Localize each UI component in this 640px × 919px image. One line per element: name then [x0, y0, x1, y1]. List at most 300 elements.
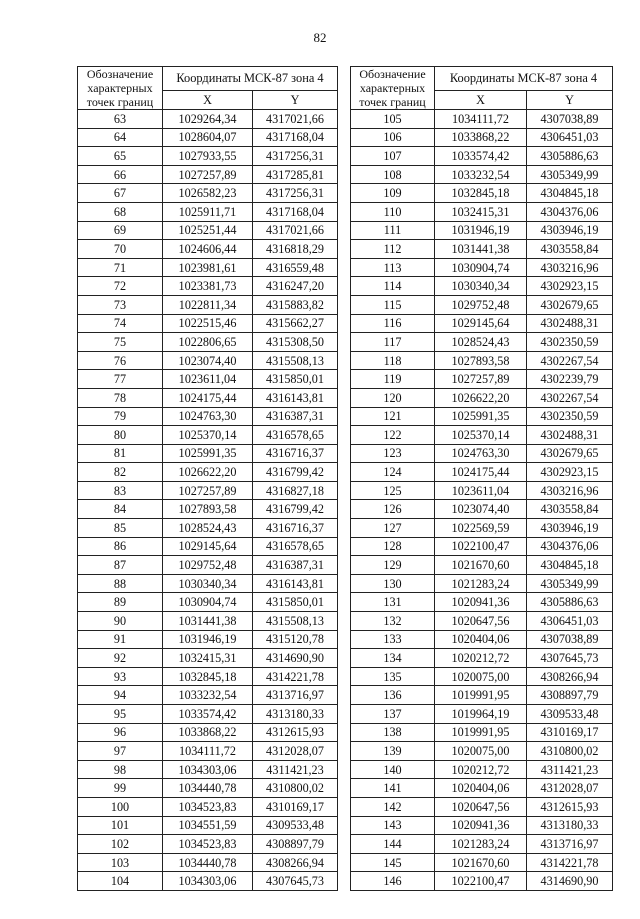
table-row — [351, 835, 613, 854]
x-coordinate-cell: 1020647,56 — [435, 612, 527, 631]
x-coordinate-cell: 1034523,83 — [163, 835, 253, 854]
table-row — [351, 705, 613, 724]
y-coordinate-cell: 4313180,33 — [527, 816, 613, 835]
point-number-cell: 64 — [78, 128, 163, 147]
point-number-cell: 94 — [78, 686, 163, 705]
y-coordinate-cell: 4310800,02 — [527, 742, 613, 761]
point-number-cell: 97 — [78, 742, 163, 761]
point-number-cell: 85 — [78, 519, 163, 538]
table-row — [351, 649, 613, 668]
designation-header-line-3: точек границ — [86, 95, 154, 109]
point-number-cell: 87 — [78, 556, 163, 575]
table-row — [351, 481, 613, 500]
x-coordinate-cell: 1021283,24 — [435, 835, 527, 854]
table-row — [78, 147, 338, 166]
table-row — [351, 797, 613, 816]
table-row — [351, 500, 613, 519]
y-coordinate-cell: 4315662,27 — [253, 314, 338, 333]
x-coordinate-cell: 1022100,47 — [435, 872, 527, 891]
y-coordinate-cell: 4307645,73 — [527, 649, 613, 668]
y-coordinate-cell: 4312028,07 — [253, 742, 338, 761]
point-number-cell: 131 — [351, 593, 435, 612]
table-row — [78, 277, 338, 296]
coord-system-header: Координаты МСК-87 зона 4 — [163, 67, 338, 91]
y-coordinate-cell: 4316799,42 — [253, 463, 338, 482]
page-number: 82 — [313, 30, 327, 45]
y-coordinate-cell: 4316716,37 — [253, 444, 338, 463]
point-number-cell: 86 — [78, 537, 163, 556]
y-coordinate-cell: 4303946,19 — [527, 221, 613, 240]
x-coordinate-cell: 1026622,20 — [435, 388, 527, 407]
y-coordinate-cell: 4312615,93 — [527, 797, 613, 816]
point-number-cell: 118 — [351, 351, 435, 370]
coordinates-table-left — [77, 66, 338, 891]
table-row — [351, 872, 613, 891]
table-row — [351, 723, 613, 742]
table-row — [78, 667, 338, 686]
x-coordinate-cell: 1025991,35 — [435, 407, 527, 426]
table-row — [351, 444, 613, 463]
designation-header — [351, 67, 435, 110]
point-number-cell: 90 — [78, 612, 163, 631]
x-coordinate-cell: 1021670,60 — [435, 556, 527, 575]
y-coordinate-cell: 4317168,04 — [253, 128, 338, 147]
table-row — [78, 426, 338, 445]
x-coordinate-cell: 1021283,24 — [435, 574, 527, 593]
x-coordinate-cell: 1024175,44 — [435, 463, 527, 482]
table-row — [351, 853, 613, 872]
x-coordinate-cell: 1029752,48 — [435, 295, 527, 314]
point-number-cell: 69 — [78, 221, 163, 240]
x-coordinate-cell: 1033868,22 — [163, 723, 253, 742]
y-coordinate-cell: 4312028,07 — [527, 779, 613, 798]
y-coordinate-cell: 4314221,78 — [253, 667, 338, 686]
point-number-cell: 67 — [78, 184, 163, 203]
point-number-cell: 104 — [78, 872, 163, 891]
table-row — [78, 537, 338, 556]
point-number-cell: 146 — [351, 872, 435, 891]
table-row — [78, 110, 338, 129]
y-coordinate-cell: 4302679,65 — [527, 295, 613, 314]
y-coordinate-cell: 4305886,63 — [527, 147, 613, 166]
table-row — [78, 612, 338, 631]
point-number-cell: 100 — [78, 797, 163, 816]
y-coordinate-cell: 4302923,15 — [527, 463, 613, 482]
coordinates-table-right — [350, 66, 613, 891]
table-row — [351, 240, 613, 259]
table-row — [78, 779, 338, 798]
point-number-cell: 74 — [78, 314, 163, 333]
x-coordinate-cell: 1020404,06 — [435, 630, 527, 649]
point-number-cell: 89 — [78, 593, 163, 612]
y-coordinate-cell: 4309533,48 — [253, 816, 338, 835]
y-coordinate-cell: 4306451,03 — [527, 128, 613, 147]
x-coordinate-cell: 1019991,95 — [435, 723, 527, 742]
table-row — [78, 742, 338, 761]
x-coordinate-cell: 1022806,65 — [163, 333, 253, 352]
table-row — [78, 481, 338, 500]
point-number-cell: 93 — [78, 667, 163, 686]
x-coordinate-cell: 1022515,46 — [163, 314, 253, 333]
point-number-cell: 116 — [351, 314, 435, 333]
y-coordinate-cell: 4317021,66 — [253, 110, 338, 129]
table-row — [351, 351, 613, 370]
x-coordinate-cell: 1033868,22 — [435, 128, 527, 147]
x-header: X — [435, 91, 527, 110]
y-coordinate-cell: 4303216,96 — [527, 481, 613, 500]
x-coordinate-cell: 1032415,31 — [163, 649, 253, 668]
y-coordinate-cell: 4304376,06 — [527, 537, 613, 556]
point-number-cell: 65 — [78, 147, 163, 166]
table-row — [78, 630, 338, 649]
point-number-cell: 111 — [351, 221, 435, 240]
table-row — [351, 110, 613, 129]
point-number-cell: 80 — [78, 426, 163, 445]
table-row — [78, 649, 338, 668]
x-coordinate-cell: 1031946,19 — [163, 630, 253, 649]
y-coordinate-cell: 4317021,66 — [253, 221, 338, 240]
point-number-cell: 127 — [351, 519, 435, 538]
table-row — [78, 593, 338, 612]
table-row — [78, 258, 338, 277]
table-row — [351, 407, 613, 426]
table-row — [78, 165, 338, 184]
y-coordinate-cell: 4302488,31 — [527, 314, 613, 333]
table-row — [78, 295, 338, 314]
table-row — [351, 370, 613, 389]
point-number-cell: 126 — [351, 500, 435, 519]
y-coordinate-cell: 4302267,54 — [527, 351, 613, 370]
y-coordinate-cell: 4317285,81 — [253, 165, 338, 184]
x-coordinate-cell: 1020941,36 — [435, 816, 527, 835]
point-number-cell: 71 — [78, 258, 163, 277]
y-coordinate-cell: 4315883,82 — [253, 295, 338, 314]
y-coordinate-cell: 4311421,23 — [253, 760, 338, 779]
y-coordinate-cell: 4305886,63 — [527, 593, 613, 612]
y-coordinate-cell: 4316818,29 — [253, 240, 338, 259]
y-coordinate-cell: 4315850,01 — [253, 593, 338, 612]
point-number-cell: 66 — [78, 165, 163, 184]
y-coordinate-cell: 4312615,93 — [253, 723, 338, 742]
table-row — [351, 258, 613, 277]
table-row — [78, 760, 338, 779]
table-row — [78, 388, 338, 407]
x-coordinate-cell: 1027893,58 — [163, 500, 253, 519]
y-coordinate-cell: 4303558,84 — [527, 240, 613, 259]
table-row — [78, 463, 338, 482]
designation-header — [78, 67, 163, 110]
x-coordinate-cell: 1025251,44 — [163, 221, 253, 240]
y-coordinate-cell: 4311421,23 — [527, 760, 613, 779]
x-coordinate-cell: 1027893,58 — [435, 351, 527, 370]
y-coordinate-cell: 4304376,06 — [527, 202, 613, 221]
x-coordinate-cell: 1019964,19 — [435, 705, 527, 724]
y-coordinate-cell: 4308897,79 — [527, 686, 613, 705]
x-coordinate-cell: 1028524,43 — [163, 519, 253, 538]
y-coordinate-cell: 4316578,65 — [253, 426, 338, 445]
x-coordinate-cell: 1031441,38 — [435, 240, 527, 259]
x-coordinate-cell: 1025370,14 — [163, 426, 253, 445]
point-number-cell: 136 — [351, 686, 435, 705]
y-coordinate-cell: 4316247,20 — [253, 277, 338, 296]
x-coordinate-cell: 1034440,78 — [163, 853, 253, 872]
y-coordinate-cell: 4306451,03 — [527, 612, 613, 631]
x-coordinate-cell: 1031441,38 — [163, 612, 253, 631]
x-coordinate-cell: 1023074,40 — [435, 500, 527, 519]
x-coordinate-cell: 1024763,30 — [435, 444, 527, 463]
point-number-cell: 125 — [351, 481, 435, 500]
x-coordinate-cell: 1020075,00 — [435, 742, 527, 761]
point-number-cell: 141 — [351, 779, 435, 798]
point-number-cell: 96 — [78, 723, 163, 742]
y-header: Y — [527, 91, 613, 110]
y-coordinate-cell: 4308897,79 — [253, 835, 338, 854]
point-number-cell: 138 — [351, 723, 435, 742]
x-header: X — [163, 91, 253, 110]
table-row — [351, 314, 613, 333]
y-coordinate-cell: 4302350,59 — [527, 333, 613, 352]
y-coordinate-cell: 4302679,65 — [527, 444, 613, 463]
table-row — [78, 835, 338, 854]
y-coordinate-cell: 4302923,15 — [527, 277, 613, 296]
x-coordinate-cell: 1033574,42 — [163, 705, 253, 724]
x-coordinate-cell: 1030904,74 — [435, 258, 527, 277]
table-row — [351, 686, 613, 705]
table-body-left — [78, 110, 338, 891]
designation-header-line-1: Обозначение — [86, 67, 154, 81]
table-row — [78, 816, 338, 835]
x-coordinate-cell: 1029145,64 — [163, 537, 253, 556]
table-row — [78, 240, 338, 259]
table-row — [78, 853, 338, 872]
table-row — [351, 128, 613, 147]
x-coordinate-cell: 1030340,34 — [163, 574, 253, 593]
y-coordinate-cell: 4304845,18 — [527, 556, 613, 575]
point-number-cell: 144 — [351, 835, 435, 854]
table-row — [78, 519, 338, 538]
x-coordinate-cell: 1034440,78 — [163, 779, 253, 798]
point-number-cell: 130 — [351, 574, 435, 593]
x-coordinate-cell: 1030340,34 — [435, 277, 527, 296]
table-row — [351, 165, 613, 184]
y-coordinate-cell: 4315850,01 — [253, 370, 338, 389]
point-number-cell: 102 — [78, 835, 163, 854]
point-number-cell: 137 — [351, 705, 435, 724]
y-coordinate-cell: 4308266,94 — [527, 667, 613, 686]
point-number-cell: 84 — [78, 500, 163, 519]
y-coordinate-cell: 4310169,17 — [527, 723, 613, 742]
point-number-cell: 142 — [351, 797, 435, 816]
point-number-cell: 121 — [351, 407, 435, 426]
table-row — [351, 593, 613, 612]
x-coordinate-cell: 1025370,14 — [435, 426, 527, 445]
point-number-cell: 114 — [351, 277, 435, 296]
point-number-cell: 128 — [351, 537, 435, 556]
table-row — [351, 221, 613, 240]
table-row — [78, 407, 338, 426]
table-row — [78, 202, 338, 221]
point-number-cell: 145 — [351, 853, 435, 872]
table-row — [351, 816, 613, 835]
x-coordinate-cell: 1026622,20 — [163, 463, 253, 482]
x-coordinate-cell: 1026582,23 — [163, 184, 253, 203]
y-coordinate-cell: 4317168,04 — [253, 202, 338, 221]
y-coordinate-cell: 4307645,73 — [253, 872, 338, 891]
point-number-cell: 68 — [78, 202, 163, 221]
point-number-cell: 78 — [78, 388, 163, 407]
x-coordinate-cell: 1025991,35 — [163, 444, 253, 463]
table-row — [78, 686, 338, 705]
point-number-cell: 117 — [351, 333, 435, 352]
point-number-cell: 112 — [351, 240, 435, 259]
y-coordinate-cell: 4315120,78 — [253, 630, 338, 649]
point-number-cell: 123 — [351, 444, 435, 463]
table-row — [78, 444, 338, 463]
table-row — [78, 705, 338, 724]
x-coordinate-cell: 1029145,64 — [435, 314, 527, 333]
x-coordinate-cell: 1020404,06 — [435, 779, 527, 798]
x-coordinate-cell: 1020647,56 — [435, 797, 527, 816]
point-number-cell: 129 — [351, 556, 435, 575]
point-number-cell: 95 — [78, 705, 163, 724]
y-coordinate-cell: 4314221,78 — [527, 853, 613, 872]
table-row — [78, 128, 338, 147]
x-coordinate-cell: 1023611,04 — [435, 481, 527, 500]
x-coordinate-cell: 1020212,72 — [435, 649, 527, 668]
table-row — [351, 742, 613, 761]
point-number-cell: 88 — [78, 574, 163, 593]
x-coordinate-cell: 1032845,18 — [163, 667, 253, 686]
table-row — [78, 797, 338, 816]
table-row — [78, 556, 338, 575]
y-coordinate-cell: 4303946,19 — [527, 519, 613, 538]
x-coordinate-cell: 1032845,18 — [435, 184, 527, 203]
x-coordinate-cell: 1034303,06 — [163, 760, 253, 779]
x-coordinate-cell: 1034551,59 — [163, 816, 253, 835]
x-coordinate-cell: 1027933,55 — [163, 147, 253, 166]
point-number-cell: 83 — [78, 481, 163, 500]
y-header: Y — [253, 91, 338, 110]
x-coordinate-cell: 1029752,48 — [163, 556, 253, 575]
point-number-cell: 124 — [351, 463, 435, 482]
y-coordinate-cell: 4317256,31 — [253, 147, 338, 166]
x-coordinate-cell: 1028524,43 — [435, 333, 527, 352]
point-number-cell: 91 — [78, 630, 163, 649]
y-coordinate-cell: 4315508,13 — [253, 351, 338, 370]
y-coordinate-cell: 4313180,33 — [253, 705, 338, 724]
table-row — [78, 500, 338, 519]
x-coordinate-cell: 1022811,34 — [163, 295, 253, 314]
y-coordinate-cell: 4303216,96 — [527, 258, 613, 277]
y-coordinate-cell: 4302350,59 — [527, 407, 613, 426]
table-row — [351, 574, 613, 593]
y-coordinate-cell: 4315308,50 — [253, 333, 338, 352]
point-number-cell: 115 — [351, 295, 435, 314]
table-row — [351, 277, 613, 296]
y-coordinate-cell: 4313716,97 — [527, 835, 613, 854]
table-row — [351, 333, 613, 352]
table-row — [78, 723, 338, 742]
x-coordinate-cell: 1030904,74 — [163, 593, 253, 612]
point-number-cell: 132 — [351, 612, 435, 631]
x-coordinate-cell: 1021670,60 — [435, 853, 527, 872]
table-row — [351, 519, 613, 538]
table-row — [351, 147, 613, 166]
point-number-cell: 110 — [351, 202, 435, 221]
y-coordinate-cell: 4302488,31 — [527, 426, 613, 445]
point-number-cell: 140 — [351, 760, 435, 779]
y-coordinate-cell: 4316827,18 — [253, 481, 338, 500]
point-number-cell: 113 — [351, 258, 435, 277]
y-coordinate-cell: 4313716,97 — [253, 686, 338, 705]
x-coordinate-cell: 1024606,44 — [163, 240, 253, 259]
y-coordinate-cell: 4316799,42 — [253, 500, 338, 519]
point-number-cell: 98 — [78, 760, 163, 779]
x-coordinate-cell: 1020075,00 — [435, 667, 527, 686]
table-row — [78, 351, 338, 370]
x-coordinate-cell: 1020941,36 — [435, 593, 527, 612]
designation-header-line-2: характерных — [359, 81, 426, 95]
table-row — [351, 202, 613, 221]
point-number-cell: 134 — [351, 649, 435, 668]
point-number-cell: 79 — [78, 407, 163, 426]
table-row — [351, 184, 613, 203]
y-coordinate-cell: 4316559,48 — [253, 258, 338, 277]
y-coordinate-cell: 4314690,90 — [253, 649, 338, 668]
x-coordinate-cell: 1033232,54 — [435, 165, 527, 184]
x-coordinate-cell: 1025911,71 — [163, 202, 253, 221]
designation-header-line-1: Обозначение — [359, 67, 426, 81]
x-coordinate-cell: 1024175,44 — [163, 388, 253, 407]
point-number-cell: 105 — [351, 110, 435, 129]
y-coordinate-cell: 4317256,31 — [253, 184, 338, 203]
x-coordinate-cell: 1022569,59 — [435, 519, 527, 538]
designation-header-line-2: характерных — [87, 81, 153, 95]
y-coordinate-cell: 4316143,81 — [253, 574, 338, 593]
y-coordinate-cell: 4316578,65 — [253, 537, 338, 556]
table-row — [78, 184, 338, 203]
point-number-cell: 101 — [78, 816, 163, 835]
point-number-cell: 106 — [351, 128, 435, 147]
y-coordinate-cell: 4305349,99 — [527, 165, 613, 184]
y-coordinate-cell: 4309533,48 — [527, 705, 613, 724]
y-coordinate-cell: 4307038,89 — [527, 630, 613, 649]
point-number-cell: 119 — [351, 370, 435, 389]
point-number-cell: 122 — [351, 426, 435, 445]
point-number-cell: 63 — [78, 110, 163, 129]
x-coordinate-cell: 1034111,72 — [163, 742, 253, 761]
y-coordinate-cell: 4304845,18 — [527, 184, 613, 203]
point-number-cell: 75 — [78, 333, 163, 352]
x-coordinate-cell: 1019991,95 — [435, 686, 527, 705]
table-row — [351, 760, 613, 779]
x-coordinate-cell: 1027257,89 — [435, 370, 527, 389]
y-coordinate-cell: 4308266,94 — [253, 853, 338, 872]
point-number-cell: 82 — [78, 463, 163, 482]
point-number-cell: 99 — [78, 779, 163, 798]
point-number-cell: 92 — [78, 649, 163, 668]
designation-header-line-3: точек границ — [359, 95, 426, 109]
x-coordinate-cell: 1033232,54 — [163, 686, 253, 705]
point-number-cell: 76 — [78, 351, 163, 370]
table-row — [78, 872, 338, 891]
coord-system-header: Координаты МСК-87 зона 4 — [435, 67, 613, 91]
x-coordinate-cell: 1023981,61 — [163, 258, 253, 277]
x-coordinate-cell: 1032415,31 — [435, 202, 527, 221]
table-row — [351, 630, 613, 649]
point-number-cell: 72 — [78, 277, 163, 296]
table-row — [351, 388, 613, 407]
